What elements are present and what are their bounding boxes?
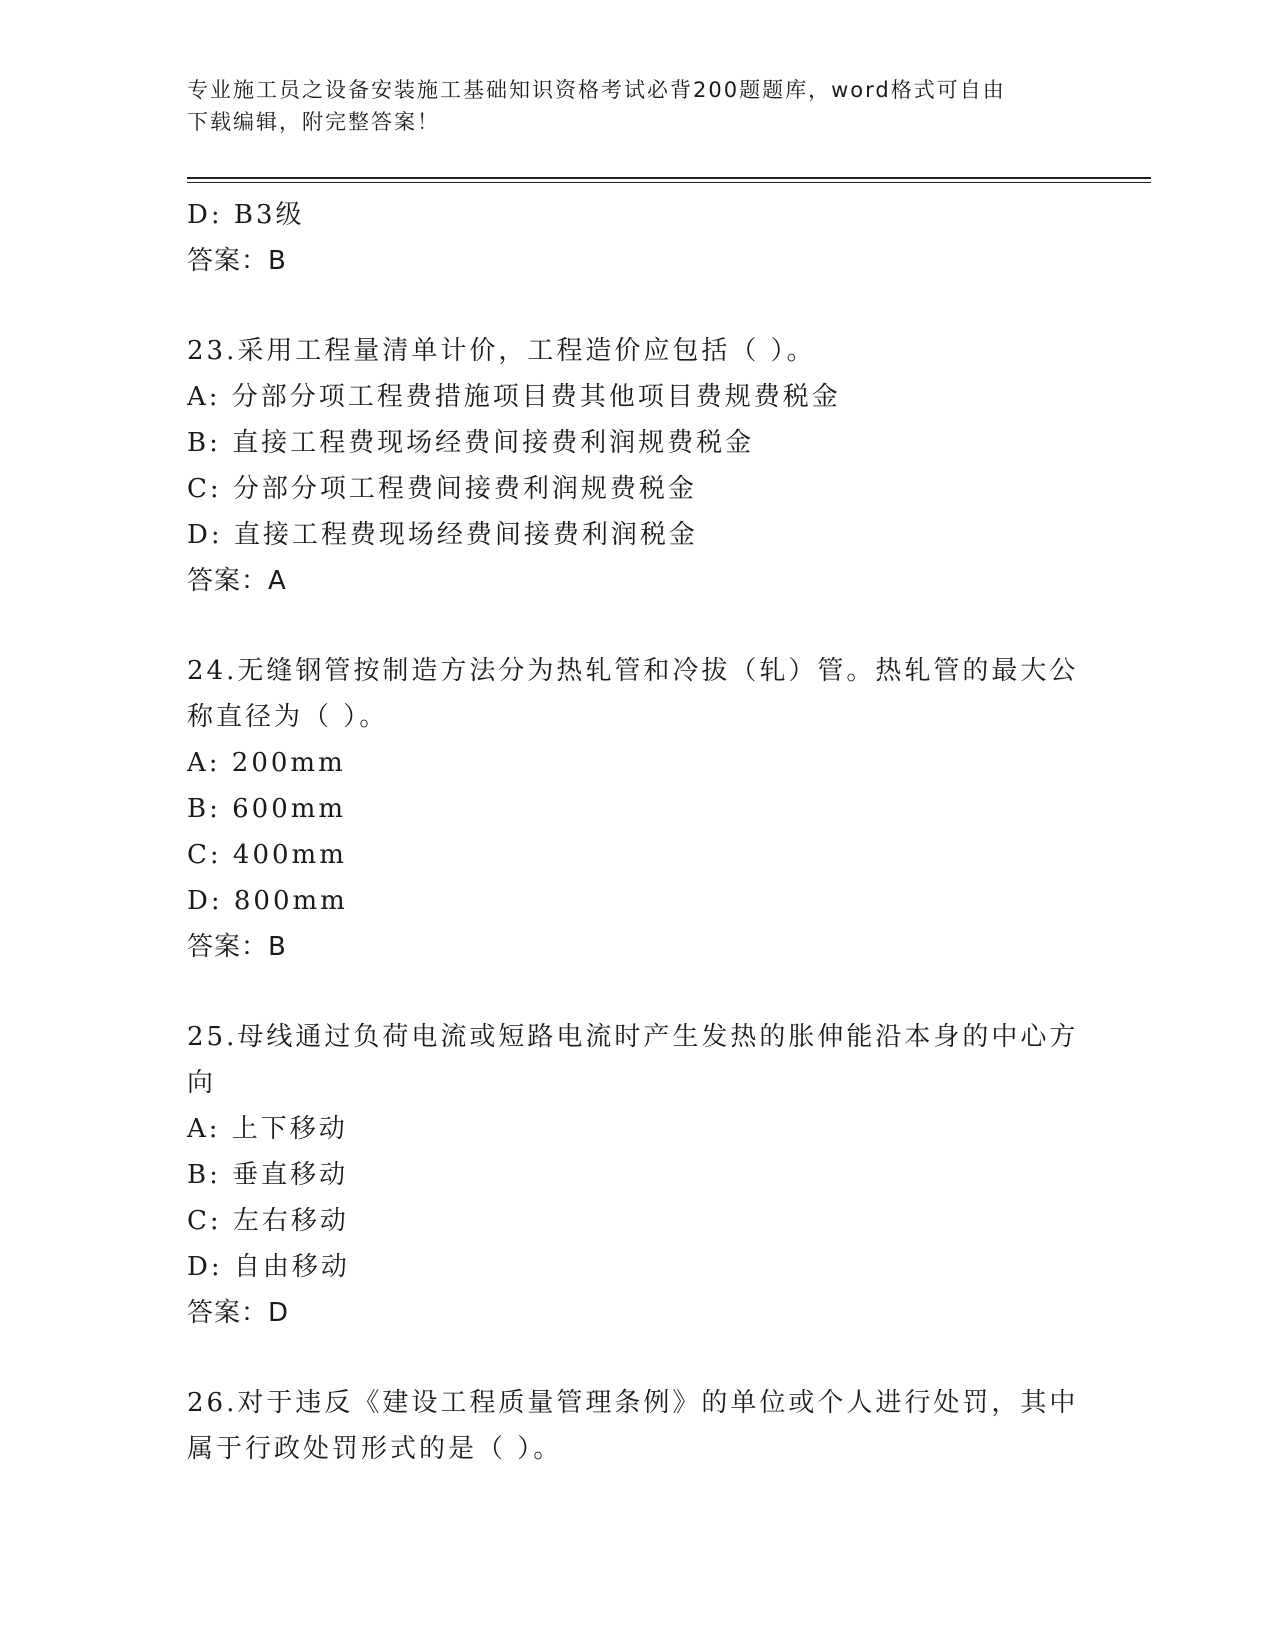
question-25-option-b: B: 垂直移动 xyxy=(187,1160,349,1190)
header-divider xyxy=(187,177,1151,179)
question-24-answer: 答案：B xyxy=(187,932,287,962)
question-24-option-a: A: 200mm xyxy=(187,748,346,778)
question-26-stem-line2: 属于行政处罚形式的是（ ）。 xyxy=(187,1434,563,1464)
question-25-stem-line1: 25.母线通过负荷电流或短路电流时产生发热的胀伸能沿本身的中心方 xyxy=(187,1022,1079,1052)
question-24-option-d: D: 800mm xyxy=(187,886,348,916)
question-24-stem-line2: 称直径为（ ）。 xyxy=(187,702,389,732)
header-divider-thin xyxy=(187,182,1151,183)
prev-answer: 答案：B xyxy=(187,246,287,276)
header-title-line1: 专业施工员之设备安装施工基础知识资格考试必背200题题库，word格式可自由 xyxy=(187,78,1006,102)
header-title-line2: 下载编辑，附完整答案！ xyxy=(187,110,440,134)
question-23-option-b: B: 直接工程费现场经费间接费利润规费税金 xyxy=(187,428,755,458)
document-body xyxy=(187,192,1087,1472)
question-23-stem: 23.采用工程量清单计价，工程造价应包括（ ）。 xyxy=(187,336,816,366)
question-25-option-d: D: 自由移动 xyxy=(187,1252,350,1282)
question-25 xyxy=(187,1014,1087,1336)
question-24-stem-line1: 24.无缝钢管按制造方法分为热轧管和冷拔（轧）管。热轧管的最大公 xyxy=(187,656,1079,686)
question-23-option-c: C: 分部分项工程费间接费利润规费税金 xyxy=(187,474,697,504)
question-24-option-b: B: 600mm xyxy=(187,794,347,824)
question-25-stem-line2: 向 xyxy=(187,1068,217,1098)
question-24-option-c: C: 400mm xyxy=(187,840,347,870)
question-23-option-d: D: 直接工程费现场经费间接费利润税金 xyxy=(187,520,698,550)
spacer xyxy=(187,604,1087,648)
question-24 xyxy=(187,648,1087,970)
question-23 xyxy=(187,328,1087,604)
prev-option-d: D: B3级 xyxy=(187,200,305,230)
question-25-option-c: C: 左右移动 xyxy=(187,1206,349,1236)
page-header xyxy=(187,74,1087,138)
spacer xyxy=(187,970,1087,1014)
question-26 xyxy=(187,1380,1087,1472)
spacer xyxy=(187,1336,1087,1380)
question-25-option-a: A: 上下移动 xyxy=(187,1114,348,1144)
question-23-answer: 答案：A xyxy=(187,566,287,596)
spacer xyxy=(187,284,1087,328)
question-23-option-a: A: 分部分项工程费措施项目费其他项目费规费税金 xyxy=(187,382,841,412)
question-25-answer: 答案：D xyxy=(187,1298,290,1328)
question-26-stem-line1: 26.对于违反《建设工程质量管理条例》的单位或个人进行处罚，其中 xyxy=(187,1388,1079,1418)
